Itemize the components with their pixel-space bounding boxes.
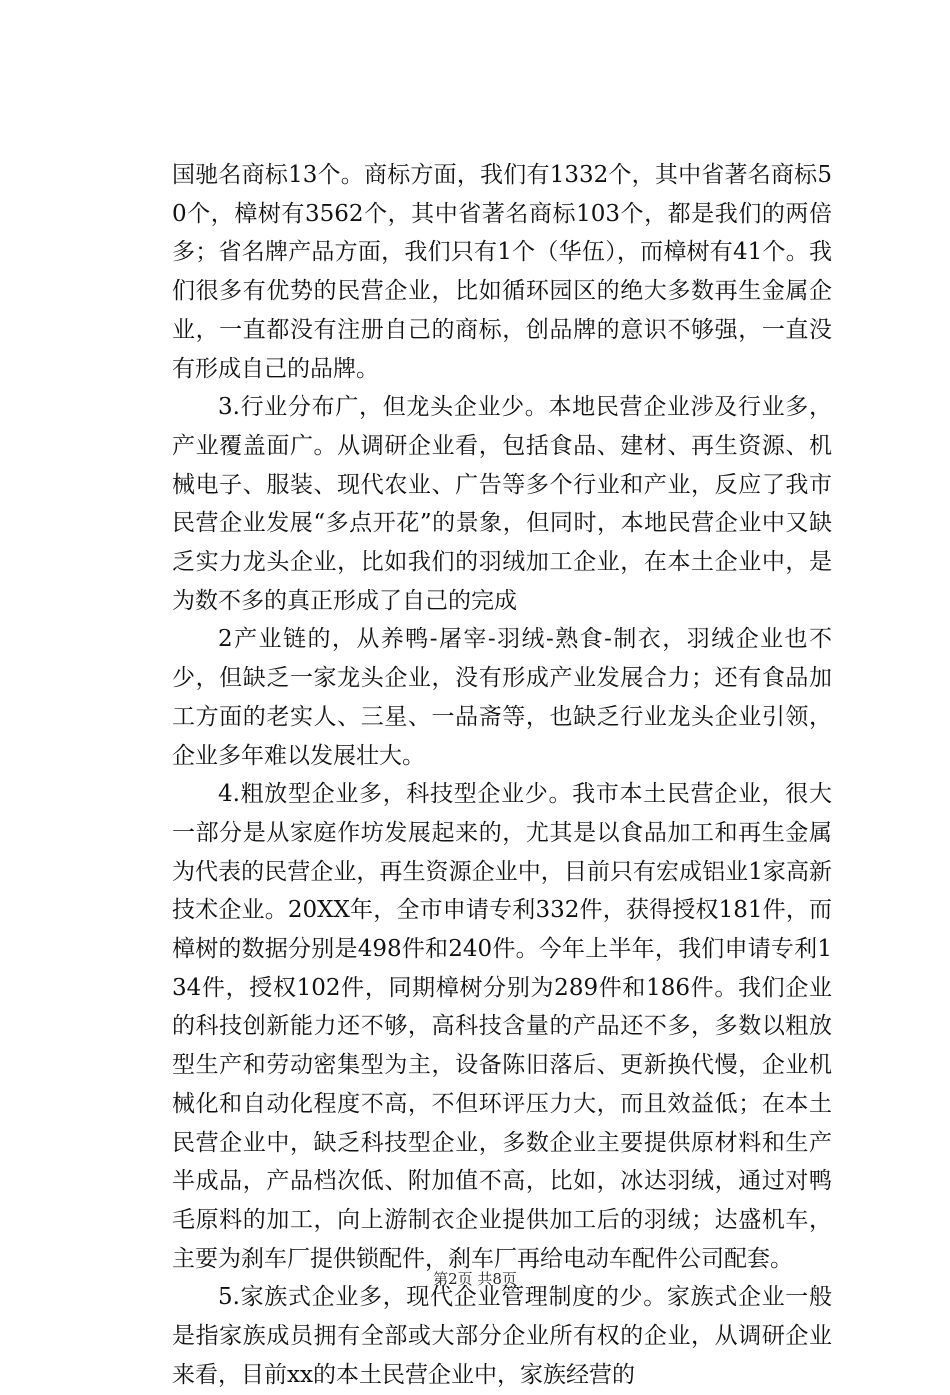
document-body xyxy=(172,156,832,1395)
paragraph-trademarks: 国驰名商标13个。商标方面，我们有1332个，其中省著名商标50个，樟树有3562个，其中省著名商标103个，都是我们的两倍多；省名牌产品方面，我们只有1个（华伍），而樟树有41个。我们很多有优势的民营企业，比如循环园区的绝大多数再生金属企业，一直都没有注册自己的商标，创品牌的意识不够强，一直没有形成自己的品牌。 xyxy=(172,162,832,382)
page-number-footer: 第2页 共8页 xyxy=(433,1270,517,1288)
paragraph-industry-chain: 2产业链的，从养鸭-屠宰-羽绒-熟食-制衣，羽绒企业也不少，但缺乏一家龙头企业，没有形成产业发展合力；还有食品加工方面的老实人、三星、一品斋等，也缺乏行业龙头企业引领，企业多年难以发展壮大。 xyxy=(172,626,832,769)
paragraph-tech-enterprises: 4.粗放型企业多，科技型企业少。我市本土民营企业，很大一部分是从家庭作坊发展起来的，尤其是以食品加工和再生金属为代表的民营企业，再生资源企业中，目前只有宏成铝业1家高新技术企业。20XX年，全市申请专利332件，获得授权181件，而樟树的数据分别是498件和240件。今年上半年，我们申请专利134件，授权102件，同期樟树分别为289件和186件。我们企业的科技创新能力还不够，高科技含量的产品还不多，多数以粗放型生产和劳动密集型为主，设备陈旧落后、更新换代慢，企业机械化和自动化程度不高，不但环评压力大，而且效益低；在本土民营企业中，缺乏科技型企业，多数企业主要提供原材料和生产半成品，产品档次低、附加值不高，比如，冰达羽绒，通过对鸭毛原料的加工，向上游制衣企业提供加工后的羽绒；达盛机车，主要为刹车厂提供锁配件，刹车厂再给电动车配件公司配套。 xyxy=(172,781,832,1272)
paragraph-family-enterprises: 5.家族式企业多，现代企业管理制度的少。家族式企业一般是指家族成员拥有全部或大部分企业所有权的企业，从调研企业来看，目前xx的本土民营企业中，家族经营的 xyxy=(172,1284,832,1388)
paragraph-industry-distribution: 3.行业分布广，但龙头企业少。本地民营企业涉及行业多，产业覆盖面广。从调研企业看，包括食品、建材、再生资源、机械电子、服装、现代农业、广告等多个行业和产业，反应了我市民营企业发展“多点开花”的景象，但同时，本地民营企业中又缺乏实力龙头企业，比如我们的羽绒加工企业，在本土企业中，是为数不多的真正形成了自己的完成 xyxy=(172,394,832,614)
